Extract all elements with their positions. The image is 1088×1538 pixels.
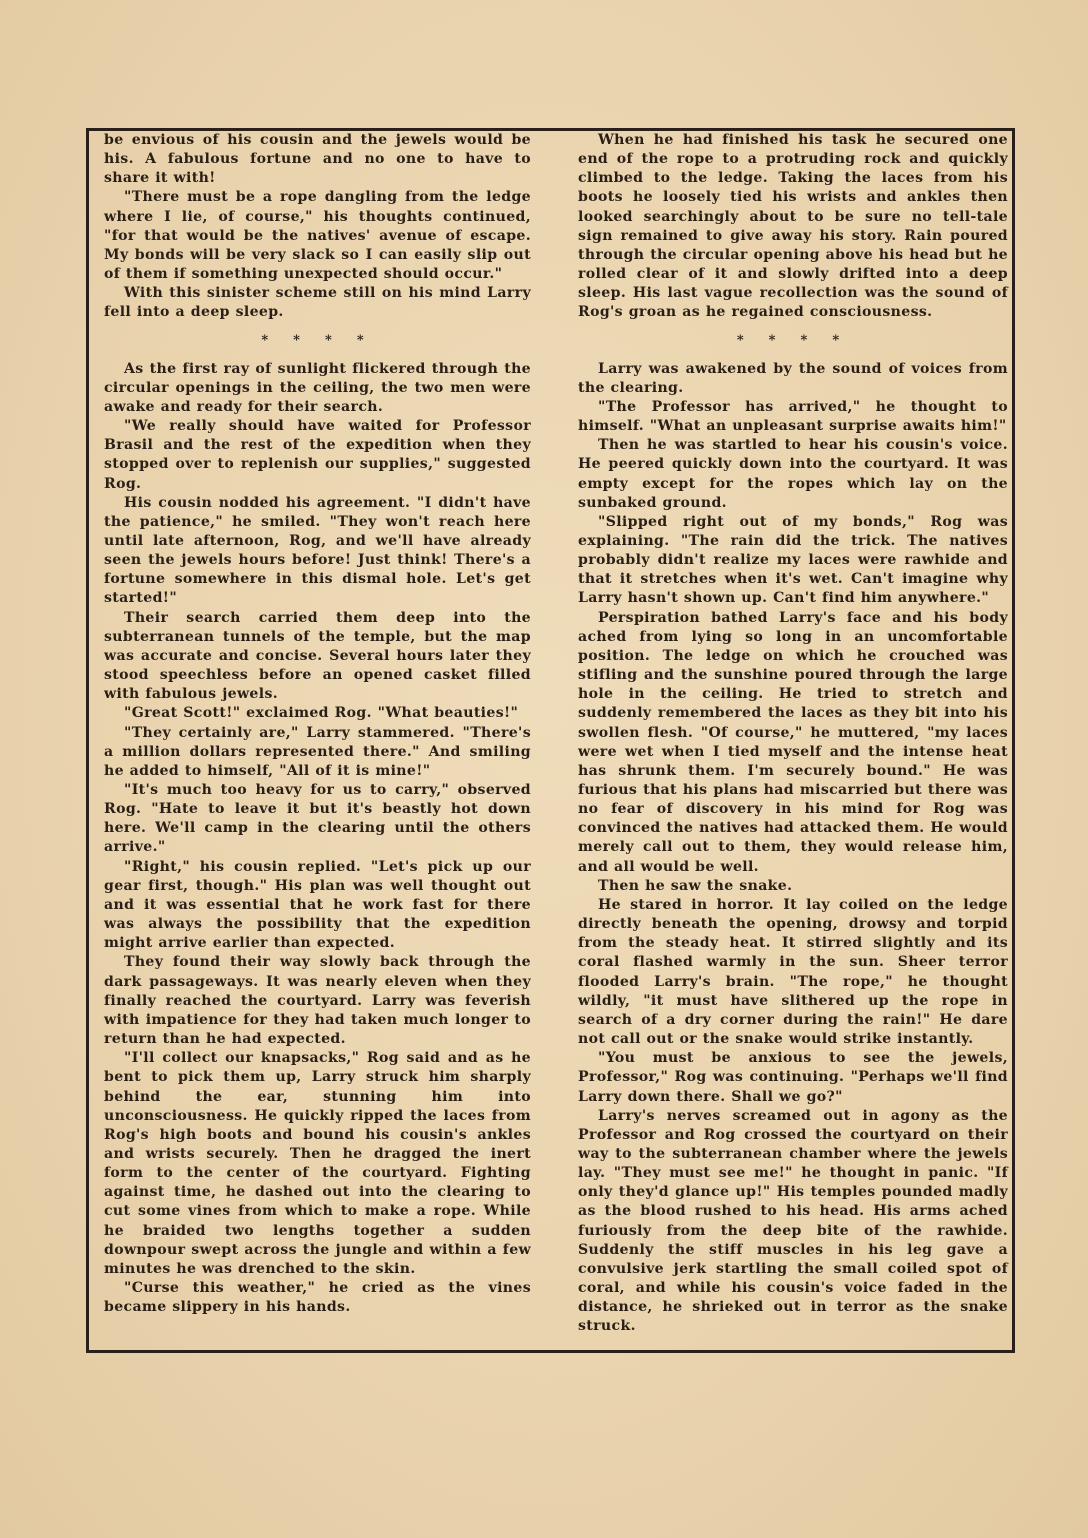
paragraph: "Slipped right out of my bonds," Rog was explaining. "The rain did the trick. The natives probably didn't realize my laces were rawhide and that it stretches when it's wet. Can't imagine why Larry hasn't shown up. Can't find him anywhere.": [578, 513, 1008, 607]
left-column: [104, 131, 531, 1317]
section-separator: * * * *: [736, 332, 850, 348]
paragraph: Larry was awakened by the sound of voices from the clearing.: [578, 360, 1008, 396]
paragraph: His cousin nodded his agreement. "I didn't have the patience," he smiled. "They won't reach here until late afternoon, Rog, and we'll have already seen the jewels hours before! Just think! There's a fortune somewhere in this dismal hole. Let's get started!": [104, 494, 531, 607]
paragraph: "Great Scott!" exclaimed Rog. "What beauties!": [124, 705, 519, 722]
paragraph: "Right," his cousin replied. "Let's pick up our gear first, though." His plan was well thought out and it was essential that he work fast for there was always the possibility that the expedition might arrive earlier than expected.: [104, 858, 531, 952]
paragraph: be envious of his cousin and the jewels would be his. A fabulous fortune and no one to have to share it with!: [104, 132, 531, 187]
right-column: [578, 131, 1008, 1337]
paragraph: "They certainly are," Larry stammered. "There's a million dollars represented there." And smiling he added to himself, "All of it is mine!": [104, 724, 531, 779]
paragraph: Then he saw the snake.: [598, 877, 793, 894]
paragraph: Then he was startled to hear his cousin's voice. He peered quickly down into the courtyard. It was empty except for the ropes which lay on the sunbaked ground.: [578, 437, 1008, 511]
paragraph: "Curse this weather," he cried as the vines became slippery in his hands.: [104, 1280, 531, 1316]
paragraph: "I'll collect our knapsacks," Rog said and as he bent to pick them up, Larry struck him sharply behind the ear, stunning him into unconsciousness. He quickly ripped the laces from Rog's high boots and bound his cousin's ankles and wrists securely. Then he dragged the inert form to the center of the courtyard. Fighting against time, he dashed out into the clearing to cut some vines from which to make a rope. While he braided two lengths together a sudden downpour swept across the jungle and within a few minutes he was drenched to the skin.: [104, 1050, 531, 1277]
paragraph: When he had finished his task he secured one end of the rope to a protruding rock and quickly climbed to the ledge. Taking the laces from his boots he loosely tied his wrists and ankles then looked searchingly about to be sure no tell-tale sign remained to give away his story. Rain poured through the circular opening above his head but he rolled clear of it and slowly drifted into a deep sleep. His last vague recollection was the sound of Rog's groan as he regained consciousness.: [578, 132, 1008, 321]
paragraph: Their search carried them deep into the subterranean tunnels of the temple, but the map was accurate and concise. Several hours later they stood speechless before an opened casket filled with fabulous jewels.: [104, 609, 531, 703]
paragraph: "There must be a rope dangling from the ledge where I lie, of course," his thoughts continued, "for that would be the natives' avenue of escape. My bonds will be very slack so I can easily slip out of them if something unexpected should occur.": [104, 189, 531, 283]
paragraph: As the first ray of sunlight flickered through the circular openings in the ceiling, the two men were awake and ready for their search.: [104, 360, 531, 415]
paragraph: With this sinister scheme still on his mind Larry fell into a deep sleep.: [104, 285, 531, 321]
section-separator: * * * *: [261, 332, 374, 348]
paragraph: Larry's nerves screamed out in agony as the Professor and Rog crossed the courtyard on their way to the subterranean chamber where the jewels lay. "They must see me!" he thought in panic. "If only they'd glance up!" His temples pounded madly as the blood rushed to his head. His arms ached furiously from the deep bite of the rawhide. Suddenly the stiff muscles in his leg gave a convulsive jerk startling the small coiled spot of coral, and while his cousin's voice faded in the distance, he shrieked out in terror as the snake struck.: [578, 1107, 1008, 1335]
paragraph: They found their way slowly back through the dark passageways. It was nearly eleven when they finally reached the courtyard. Larry was feverish with impatience for they had taken much longer to return than he had expected.: [104, 954, 531, 1048]
column-divider: [552, 136, 553, 1346]
paragraph: "It's much too heavy for us to carry," observed Rog. "Hate to leave it but it's beastly hot down here. We'll camp in the clearing until the others arrive.": [104, 782, 531, 856]
paragraph: "We really should have waited for Professor Brasil and the rest of the expedition when they stopped over to replenish our supplies," suggested Rog.: [104, 418, 531, 492]
paragraph: He stared in horror. It lay coiled on the ledge directly beneath the opening, drowsy and torpid from the steady heat. It stirred slightly and its coral flashed warmly in the sun. Sheer terror flooded Larry's brain. "The rope," he thought wildly, "it must have slithered up the rope in search of a dry corner during the rain!" He dare not call out or the snake would strike instantly.: [578, 896, 1008, 1048]
paragraph: "The Professor has arrived," he thought to himself. "What an unpleasant surprise awaits him!": [578, 398, 1008, 435]
paragraph: Perspiration bathed Larry's face and his body ached from lying so long in an uncomfortable position. The ledge on which he crouched was stifling and the sunshine poured through the large hole in the ceiling. He tried to stretch and suddenly remembered the laces as they bit into his swollen flesh. "Of course," he muttered, "my laces were wet when I tied myself and the intense heat has shrunk them. I'm securely bound." He was furious that his plans had miscarried but there was no fear of discovery in his mind for Rog was convinced the natives had attacked them. He would merely call out to them, they would release him, and all would be well.: [578, 609, 1008, 875]
paragraph: "You must be anxious to see the jewels, Professor," Rog was continuing. "Perhaps we'll find Larry down there. Shall we go?": [578, 1050, 1008, 1105]
